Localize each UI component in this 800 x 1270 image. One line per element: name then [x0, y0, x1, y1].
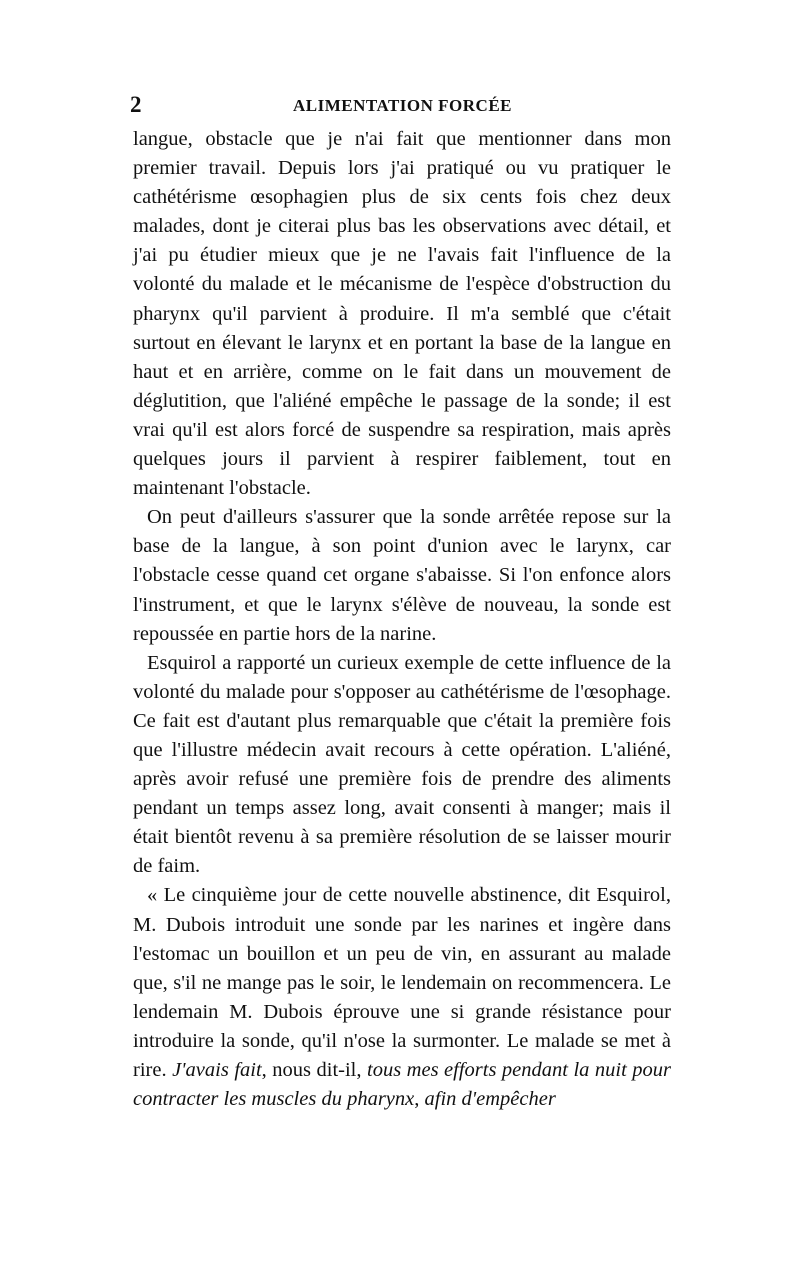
running-title: ALIMENTATION FORCÉE [292, 96, 513, 115]
page-number: 2 [130, 92, 142, 117]
page-header [130, 92, 675, 122]
quote-italic-3: afin d'empêcher [424, 1088, 556, 1111]
paragraph-2: On peut d'ailleurs s'assurer que la sonde arrêtée repose sur la base de la langue, à son point d'union avec le larynx, car l'obstacle cesse quand cet organe s'abaisse. Si l'on enfonce alors l'instrument, et que le larynx s'élève de nouveau, la sonde est repoussée en partie hors de la narine. [133, 506, 671, 645]
quote-mid: , nous dit-il, [261, 1059, 367, 1081]
paragraph-1: langue, obstacle que je n'ai fait que mentionner dans mon premier travail. Depuis lors j'ai pratiqué ou vu pratiquer le cathétérisme œsophagien plus de six cents fois chez deux malades, dont je citerai plus bas les observations avec détail, et j'ai pu étudier mieux que je ne l'avais fait l'influence de la volonté du malade et le mécanisme de l'espèce d'obstruction du pharynx qu'il parvient à produire. Il m'a semblé que c'était surtout en élevant le larynx et en portant la base de la langue en haut et en arrière, comme on le fait dans un mouvement de déglutition, que l'aliéné empêche le passage de la sonde; il est vrai qu'il est alors forcé de suspendre sa respiration, mais après quelques jours il parvient à respirer faiblement, tout en maintenant l'obstacle. [133, 128, 671, 500]
quote-sep: , [414, 1088, 425, 1111]
quote-text: « Le cinquième jour de cette nouvelle abstinence, dit Esquirol, M. Dubois introduit une sonde par les narines et ingère dans l'estomac un bouillon et un peu de vin, en assurant au malade que, s'il ne mange pas le soir, le lendemain on recommencera. Le lendemain M. Dubois éprouve une si grande résistance pour introduire la sonde, qu'il n'ose la surmonter. Le malade se met à rire. [133, 884, 671, 1081]
quote-paragraph [133, 881, 671, 1114]
paragraph-3: Esquirol a rapporté un curieux exemple de cette influence de la volonté du malade pour s'opposer au cathétérisme de l'œsophage. Ce fait est d'autant plus remarquable que c'était la première fois que l'illustre médecin avait recours à cette opération. L'aliéné, après avoir refusé une première fois de prendre des aliments pendant un temps assez long, avait consenti à manger; mais il était bientôt revenu à sa première résolution de se laisser mourir de faim. [133, 651, 671, 878]
body-text [133, 125, 671, 1114]
quote-italic-1: J'avais fait [172, 1059, 262, 1081]
quote-italic-2: tous mes efforts pendant la nuit pour contracter les muscles du pharynx [133, 1059, 672, 1111]
